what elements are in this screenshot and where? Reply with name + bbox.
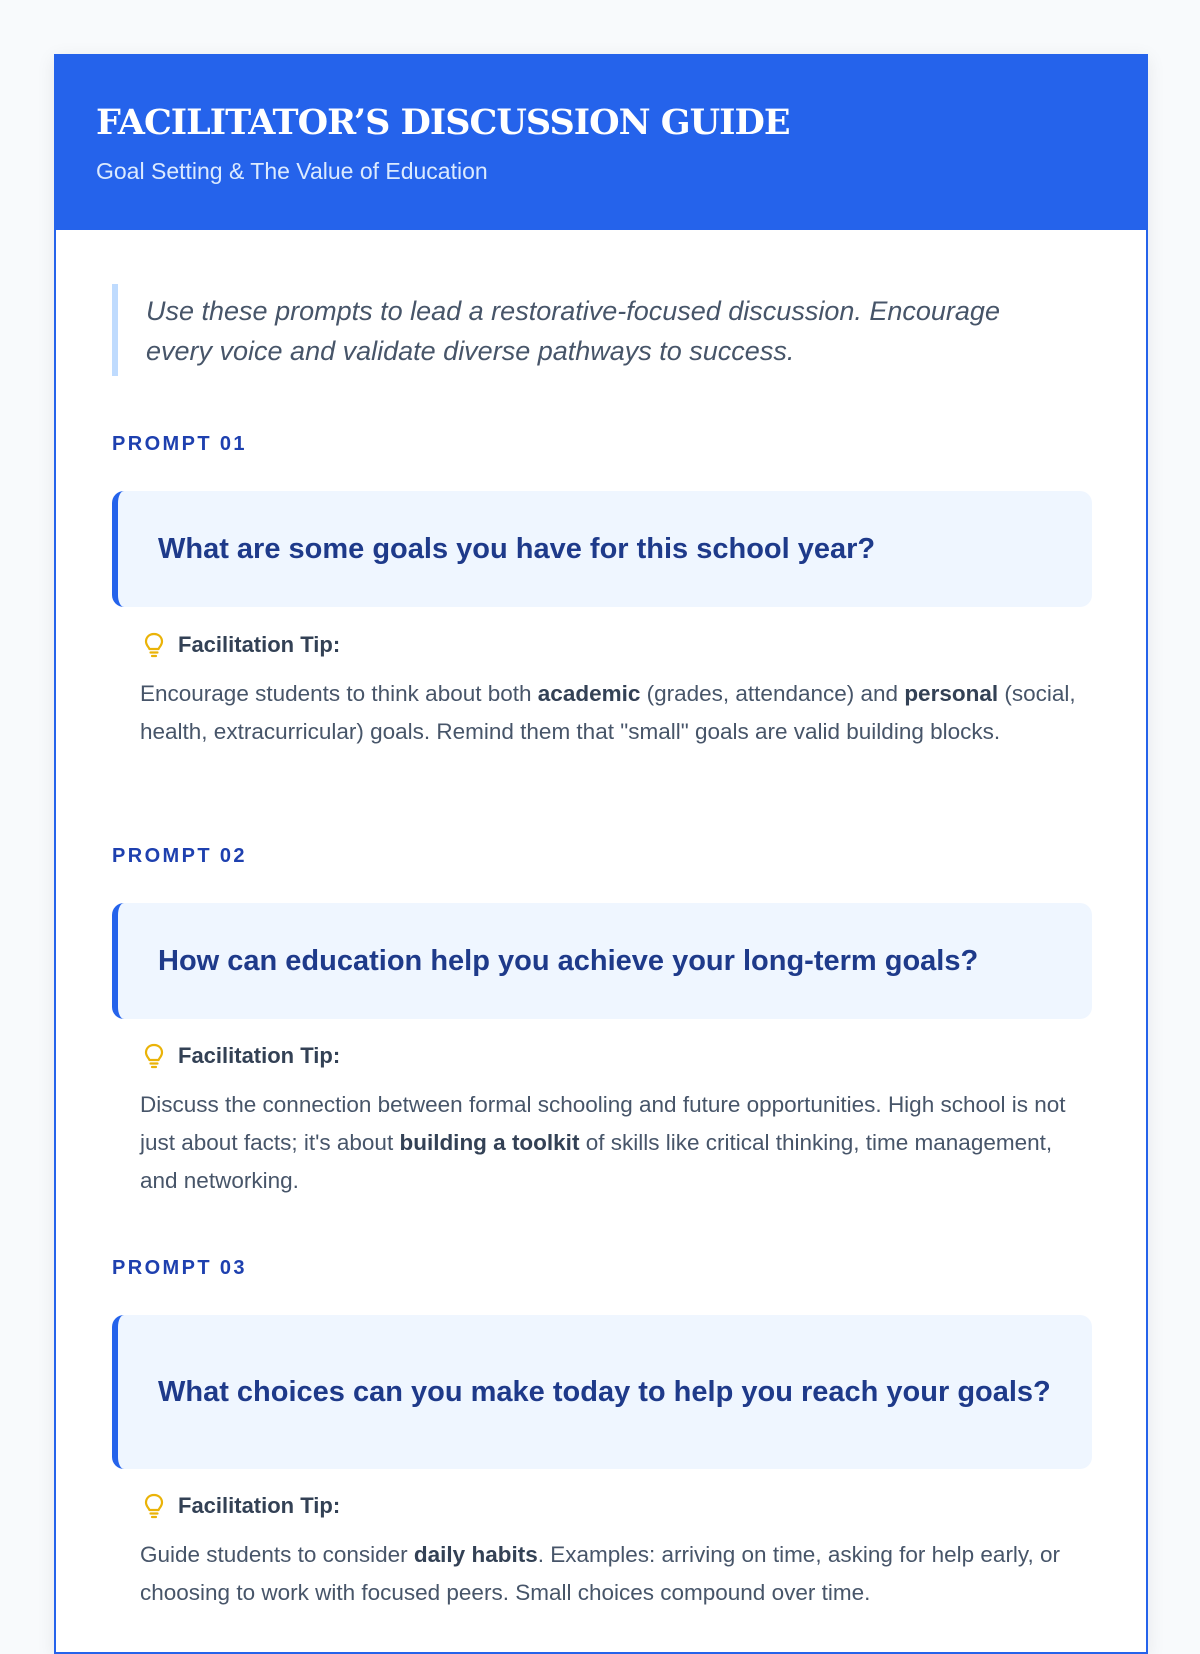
question-box (112, 491, 1092, 607)
prompt-label: PROMPT 02 (112, 845, 247, 867)
discussion-guide-card (54, 54, 1148, 1654)
tip-text-segment: of skills like critical thinking, time management, and networking. (140, 1130, 1053, 1193)
prompt-label: PROMPT 01 (112, 433, 247, 455)
intro-quote: Use these prompts to lead a restorative-focused discussion. Encourage every voice and validate diverse pathways to success. (112, 284, 1072, 376)
tip-header (140, 630, 340, 660)
tip-text (140, 675, 1080, 751)
tip-text-segment: . Examples: arriving on time, asking for help early, or choosing to work with focused peers. Small choices compound over time. (140, 1542, 1061, 1605)
tip-text-segment: Guide students to consider (140, 1542, 414, 1567)
tip-label: Facilitation Tip: (178, 632, 341, 657)
tip-text-segment: (social, health, extracurricular) goals. Remind them that "small" goals are valid building blocks. (140, 681, 1076, 744)
tip-label: Facilitation Tip: (178, 1043, 341, 1068)
tip-text-segment: Encourage students to think about both (140, 681, 538, 706)
tip-emphasis: personal (904, 681, 999, 706)
tip-label: Facilitation Tip: (178, 1493, 341, 1518)
lightbulb-icon (140, 1491, 168, 1521)
lightbulb-icon (140, 630, 168, 660)
tip-emphasis: daily habits (413, 1542, 538, 1567)
tip-text-segment: (grades, attendance) and (640, 681, 905, 706)
prompt-label: PROMPT 03 (112, 1257, 247, 1279)
tip-header (140, 1041, 340, 1071)
question-text: What choices can you make today to help you reach your goals? (158, 1376, 1051, 1408)
guide-title: FACILITATOR’S DISCUSSION GUIDE (96, 102, 790, 143)
tip-emphasis: building a toolkit (399, 1130, 580, 1155)
tip-emphasis: academic (537, 681, 641, 706)
tip-text (140, 1086, 1080, 1200)
question-box (112, 1315, 1092, 1469)
question-box (112, 903, 1092, 1019)
tip-header (140, 1491, 340, 1521)
question-text: How can education help you achieve your long-term goals? (158, 945, 979, 977)
lightbulb-icon (140, 1041, 168, 1071)
tip-text (140, 1536, 1080, 1612)
guide-header (54, 54, 1148, 230)
question-text: What are some goals you have for this school year? (158, 533, 876, 565)
tip-text-segment: Discuss the connection between formal schooling and future opportunities. High school is not just about facts; it's about (140, 1092, 1066, 1155)
guide-subtitle: Goal Setting & The Value of Education (96, 158, 488, 184)
